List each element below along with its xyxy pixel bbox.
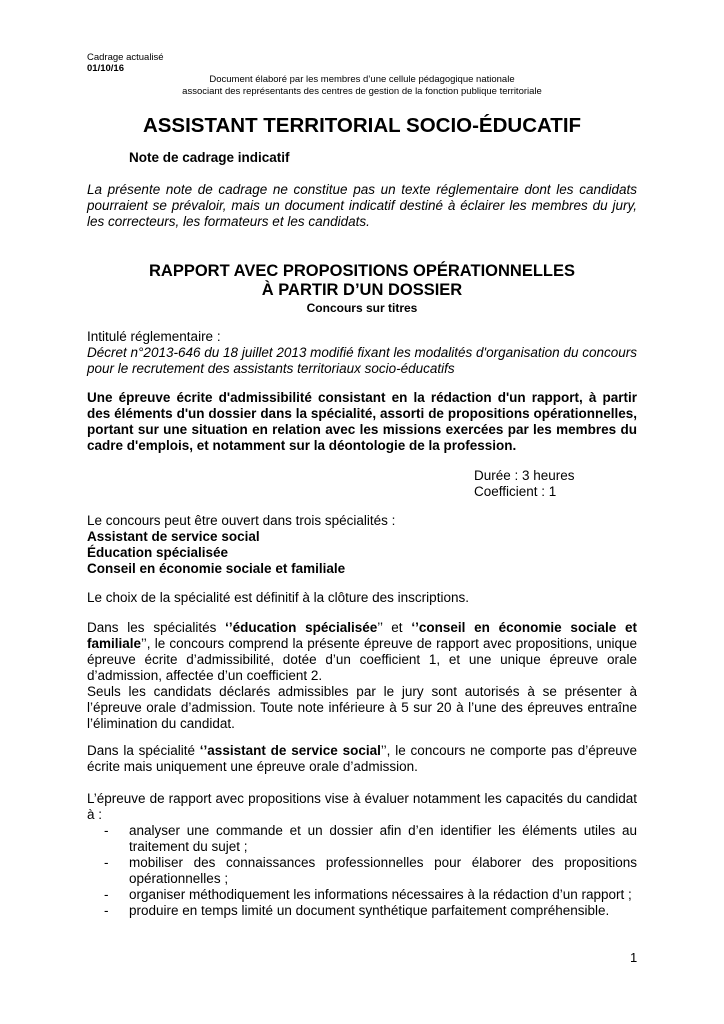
list-item <box>87 903 637 919</box>
list-item-text: organiser méthodiquement les informations nécessaires à la rédaction d’un rapport ; <box>129 887 632 902</box>
update-label: Cadrage actualisé <box>87 52 164 63</box>
text-span: ’’, le concours ne comporte pas d’épreuve écrite mais uniquement une épreuve orale d’admission. <box>87 743 637 774</box>
section-title-line-2: À PARTIR D’UN DOSSIER <box>261 281 463 299</box>
specialty-2: Éducation spécialisée <box>87 545 229 560</box>
paragraph-specialties <box>87 620 637 732</box>
regulation-decree: Décret n°2013-646 du 18 juillet 2013 modifié fixant les modalités d'organisation du concours pour le recrutement des assistants territoriaux socio-éducatifs <box>87 345 637 376</box>
page-number: 1 <box>630 950 638 965</box>
dash-bullet: - <box>104 823 109 838</box>
capacities-intro: L’épreuve de rapport avec propositions vise à évaluer notamment les capacités du candidat à : <box>87 791 637 822</box>
exam-coefficient: Coefficient : 1 <box>474 484 557 499</box>
note-label: Note de cadrage indicatif <box>129 150 290 165</box>
text-span: Dans les spécialités <box>87 620 226 635</box>
list-item-text: produire en temps limité un document synthétique parfaitement compréhensible. <box>129 903 610 918</box>
capacities-list <box>87 823 637 919</box>
text-span: Dans la spécialité <box>87 743 200 758</box>
list-item-text: analyser une commande et un dossier afin d’en identifier les éléments utiles au traitement du sujet ; <box>129 823 637 854</box>
paragraph-admissibility: Seuls les candidats déclarés admissibles par le jury sont autorisés à se présenter à l’épreuve orale d’admission. Toute note inférieure à 5 sur 20 à l’une des épreuves entraîne l’élimination du candidat. <box>87 684 637 731</box>
section-title-line-1: RAPPORT AVEC PROPOSITIONS OPÉRATIONNELLES <box>149 262 575 280</box>
regulation-block <box>87 329 637 377</box>
list-item-text: mobiliser des connaissances professionnelles pour élaborer des propositions opérationnelles ; <box>129 855 637 886</box>
disclaimer: La présente note de cadrage ne constitue pas un texte réglementaire dont les candidats pourraient se prévaloir, mais un document indicatif destiné à éclairer les membres du jury, les correcteurs, les formateurs et les candidats. <box>87 182 637 229</box>
update-date: 01/10/16 <box>87 63 124 74</box>
list-item <box>87 855 637 887</box>
specialty-3: Conseil en économie sociale et familiale <box>87 561 346 576</box>
header-origin <box>87 74 637 98</box>
paragraph-specialties-main <box>87 620 637 684</box>
list-item <box>87 887 637 903</box>
paragraph-ass-text <box>87 743 637 775</box>
regulation-label: Intitulé réglementaire : <box>87 329 221 344</box>
header-update <box>87 52 164 74</box>
exam-info <box>474 468 575 500</box>
specialty-choice-note: Le choix de la spécialité est définitif à la clôture des inscriptions. <box>87 590 469 605</box>
specialty-name-bold: ‘’assistant de service social <box>199 743 381 758</box>
specialties-intro: Le concours peut être ouvert dans trois spécialités : <box>87 513 396 528</box>
capacities-block <box>87 791 637 919</box>
specialties-block <box>87 513 637 577</box>
origin-line-2: associant des représentants des centres de gestion de la fonction publique territoriale <box>182 86 542 97</box>
paragraph-ass <box>87 743 637 775</box>
list-item <box>87 823 637 855</box>
specialty-name-bold: ‘’conseil en économie sociale et familiale <box>87 620 637 651</box>
dash-bullet: - <box>104 887 109 902</box>
specialty-name-bold: ‘’éducation spécialisée <box>225 620 378 635</box>
text-span: ’’, le concours comprend la présente épreuve de rapport avec propositions, unique épreuve écrite d’admissibilité, dotée d’un coefficient 1, et une unique épreuve orale d’admission, affectée d’un coefficient 2. <box>87 636 637 683</box>
specialty-1: Assistant de service social <box>87 529 260 544</box>
exam-description: Une épreuve écrite d'admissibilité consistant en la rédaction d'un rapport, à partir des éléments d'un dossier dans la spécialité, assorti de propositions opérationnelles, portant sur une situation en relation avec les missions exercées par les membres du cadre d'emplois, et notamment sur la déontologie de la profession. <box>87 390 637 453</box>
section-subtitle: Concours sur titres <box>306 301 418 315</box>
document-title: ASSISTANT TERRITORIAL SOCIO-ÉDUCATIF <box>142 114 582 137</box>
dash-bullet: - <box>104 903 109 918</box>
exam-duration: Durée : 3 heures <box>474 468 575 483</box>
origin-line-1: Document élaboré par les membres d’une cellule pédagogique nationale <box>209 74 515 85</box>
dash-bullet: - <box>104 855 109 870</box>
text-span: ’’ et <box>377 620 412 635</box>
